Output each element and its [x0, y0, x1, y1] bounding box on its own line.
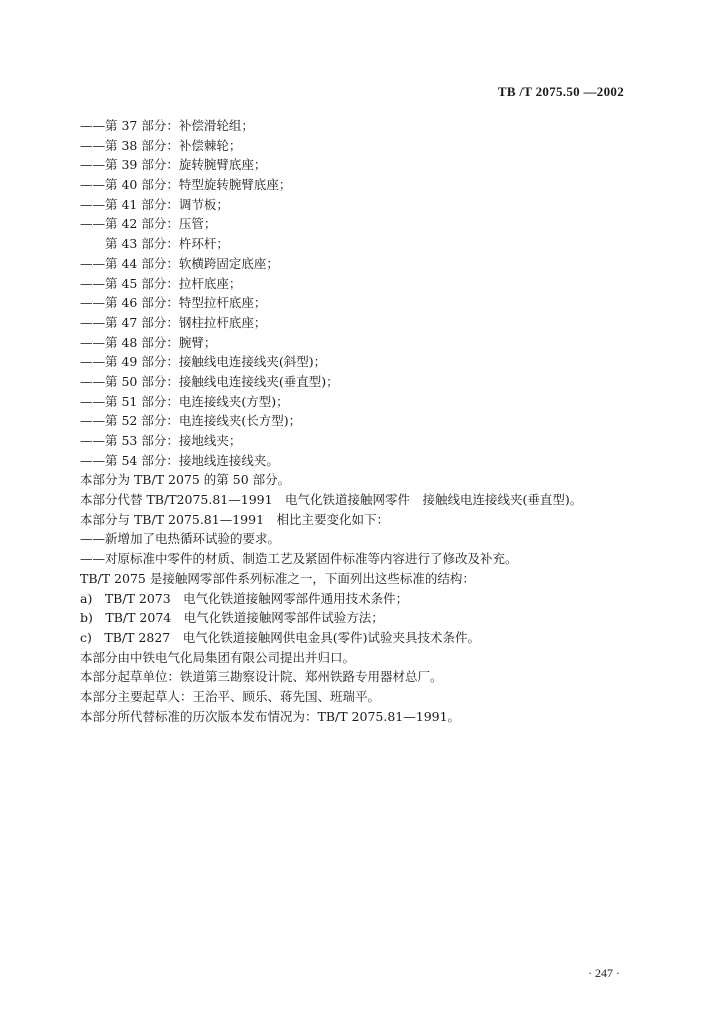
paragraph-line: 本部分主要起草人：王治平、顾乐、蒋先国、班瑞平。: [80, 688, 381, 704]
part-list-item: ——第 49 部分：接触线电连接线夹(斜型)；: [80, 354, 327, 370]
part-list-item: ——第 44 部分：软横跨固定底座；: [80, 255, 279, 271]
part-list-item: ——第 42 部分：压管；: [80, 216, 217, 232]
paragraph-line: 本部分由中铁电气化局集团有限公司提出并归口。: [80, 649, 356, 665]
part-list-item: 第 43 部分：杵环杆；: [80, 236, 229, 252]
part-list-item: ——第 41 部分：调节板；: [80, 196, 229, 212]
part-list-item: ——第 37 部分：补偿滑轮组；: [80, 118, 254, 133]
part-list-item: ——第 46 部分：特型拉杆底座；: [80, 295, 267, 311]
part-list-item: ——第 53 部分：接地线夹；: [80, 433, 242, 448]
part-list-item: ——第 54 部分：接地线连接线夹。: [80, 452, 279, 468]
paragraph-line: TB/T 2075 是接触网零部件系列标准之一，下面列出这些标准的结构：: [80, 570, 475, 586]
part-list-item: ——第 50 部分：接触线电连接线夹(垂直型)；: [80, 373, 339, 389]
paragraph-line: 本部分与 TB/T 2075.81—1991 相比主要变化如下：: [80, 511, 390, 527]
standard-number-header: TB /T 2075.50 —2002: [497, 84, 624, 99]
part-list-item: ——第 40 部分：特型旋转腕臂底座；: [80, 177, 292, 193]
standard-list-item: c) TB/T 2827 电气化铁道接触网供电金具(零件)试验夹具技术条件。: [80, 629, 480, 645]
change-list-item: ——新增加了电热循环试验的要求。: [80, 531, 281, 547]
paragraph-line: 本部分起草单位：铁道第三勘察设计院、郑州铁路专用器材总厂。: [80, 669, 443, 685]
document-body: [80, 116, 640, 726]
page-number: · 247 ·: [588, 966, 620, 980]
change-list-item: ——对原标准中零件的材质、制造工艺及紧固件标准等内容进行了修改及补充。: [80, 551, 518, 567]
paragraph-line: 本部分所代替标准的历次版本发布情况为：TB/T 2075.81—1991。: [80, 708, 461, 724]
part-list-item: ——第 52 部分：电连接线夹(长方型)；: [80, 413, 302, 429]
part-list-item: ——第 48 部分：腕臂；: [80, 334, 217, 350]
part-list-item: ——第 51 部分：电连接线夹(方型)；: [80, 393, 289, 409]
standard-list-item: b) TB/T 2074 电气化铁道接触网零部件试验方法；: [80, 610, 384, 626]
standard-list-item: a) TB/T 2073 电气化铁道接触网零部件通用技术条件；: [80, 590, 409, 606]
part-list-item: ——第 45 部分：拉杆底座；: [80, 275, 242, 291]
paragraph-line: 本部分为 TB/T 2075 的第 50 部分。: [80, 472, 291, 488]
part-list-item: ——第 38 部分：补偿棘轮；: [80, 137, 242, 153]
part-list-item: ——第 39 部分：旋转腕臂底座；: [80, 157, 267, 173]
paragraph-line: 本部分代替 TB/T2075.81—1991 电气化铁道接触网零件 接触线电连接线夹(垂直型)。: [80, 492, 583, 508]
part-list-item: ——第 47 部分：钢柱拉杆底座；: [80, 314, 267, 330]
